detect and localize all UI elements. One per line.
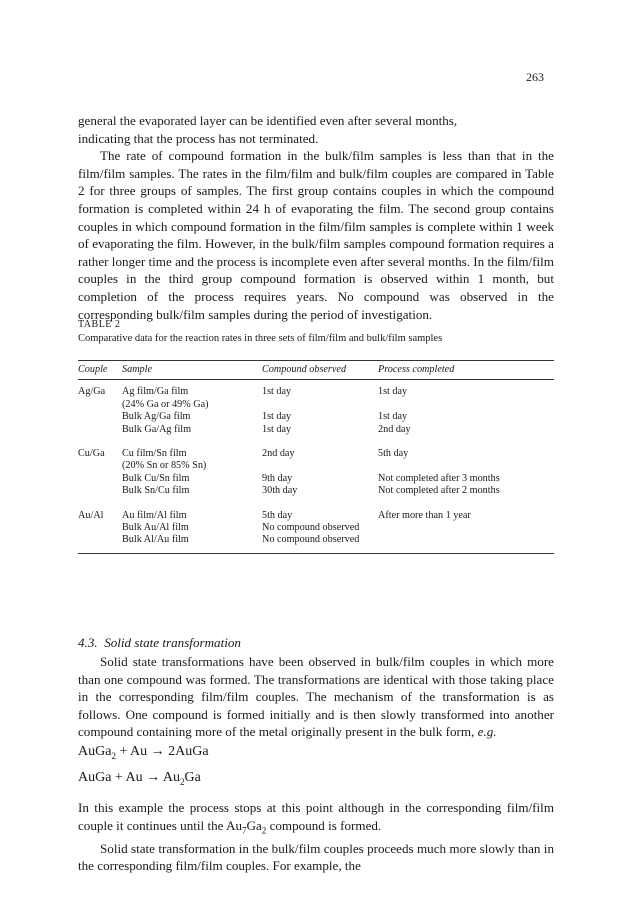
- cell-couple: Ag/Ga: [78, 386, 106, 398]
- paragraph-rates: The rate of compound formation in the bulk/film samples is less than that in the film/film samples. The rates in the film/film and bulk/film couples are compared in Table 2 for three groups of samples. The first group contains couples in which the compound formation is completed within 24 h of evaporating the film. The second group contains couples in which compound formation in the film/film samples is complete within 1 week of evaporating the film. However, in the bulk/film samples compound formation requires a rather longer time and the process is incomplete even after several months. In the film/film couples in the third group compound formation is observed within 1 month, but completion of the process requires years. No compound was observed in the corresponding bulk/film samples during the period of investigation.: [78, 148, 554, 322]
- equation-2: [78, 770, 201, 787]
- equation-term: Ga: [184, 770, 201, 785]
- cell-sample: Au film/Al film: [122, 509, 187, 521]
- cell-sample: Bulk Al/Au film: [122, 534, 189, 546]
- page-number: 263: [526, 70, 544, 84]
- cell-couple: [78, 411, 122, 423]
- text-span: Ga: [246, 817, 262, 833]
- cell-sample: Bulk Ag/Ga film: [122, 411, 191, 423]
- paragraph-transformation: [78, 653, 554, 741]
- section-heading: [78, 635, 241, 651]
- cell-completed: [378, 460, 554, 472]
- text-subscript: 7: [242, 825, 247, 836]
- table-row: [78, 510, 554, 522]
- table-row: [78, 460, 554, 472]
- cell-compound: 9th day: [262, 472, 293, 484]
- cell-compound: [262, 399, 378, 411]
- cell-couple: [78, 522, 122, 534]
- cell-sample: Bulk Sn/Cu film: [122, 485, 190, 497]
- cell-couple: Cu/Ga: [78, 448, 105, 460]
- cell-couple: [78, 424, 122, 436]
- text-subscript: 2: [261, 825, 267, 836]
- cell-compound: 30th day: [262, 485, 298, 497]
- cell-completed: 1st day: [378, 386, 408, 398]
- cell-couple: Au/Al: [78, 509, 104, 521]
- cell-sample: Bulk Ga/Ag film: [122, 423, 192, 435]
- cell-couple: [78, 460, 122, 472]
- paragraph-continuation: [78, 112, 554, 323]
- paragraph-text: Solid state transformations have been observed in bulk/film couples in which more than one compound was formed. The transformations are identical with those taking place in the corresponding film/film couples. The mechanism of the transformation is as follows. One compound is formed initially and is then slowly transformed into another compound containing more of the metal originally present in the bulk form,: [78, 654, 554, 740]
- section-title: Solid state transformation: [104, 635, 241, 650]
- table-row: [78, 522, 554, 534]
- table-row: [78, 380, 554, 399]
- cell-couple: [78, 485, 122, 497]
- equation-term: + Au → 2AuGa: [115, 744, 209, 759]
- header-process-completed: Process completed: [378, 361, 554, 380]
- table-row: [78, 448, 554, 460]
- cell-sample: Bulk Au/Al film: [122, 522, 189, 534]
- cell-completed: [378, 399, 554, 411]
- cell-completed: 2nd day: [378, 423, 411, 435]
- equation-1: [78, 744, 209, 761]
- cell-sample: Cu film/Sn film: [122, 448, 187, 460]
- table-row: [78, 534, 554, 553]
- cell-compound: 1st day: [262, 423, 292, 435]
- cell-sample: (24% Ga or 49% Ga): [122, 398, 209, 410]
- cell-couple: [78, 399, 122, 411]
- cell-compound: 1st day: [262, 386, 292, 398]
- cell-couple: [78, 473, 122, 485]
- paragraph-text: Solid state transformation in the bulk/film couples proceeds much more slowly than in the corresponding film/film couples. For example, the: [78, 840, 554, 874]
- cell-completed: [378, 522, 554, 534]
- cell-completed: Not completed after 2 months: [378, 485, 500, 497]
- table-caption: Comparative data for the reaction rates in three sets of film/film and bulk/film samples: [78, 333, 443, 344]
- table-row: [78, 424, 554, 436]
- paragraph-mechanism: [78, 653, 554, 741]
- header-sample: Sample: [122, 361, 262, 380]
- cell-completed: 1st day: [378, 411, 408, 423]
- equation-term: AuGa + Au → Au: [78, 770, 181, 785]
- table-row: [78, 411, 554, 423]
- text-span: compound is formed.: [266, 817, 382, 833]
- cell-completed: [378, 534, 554, 553]
- table-header-row: [78, 361, 554, 380]
- cell-compound: 5th day: [262, 509, 293, 521]
- table-caption-block: [78, 318, 554, 346]
- paragraph-line: indicating that the process has not terminated.: [78, 130, 319, 146]
- header-couple: Couple: [78, 361, 122, 380]
- equation-term: AuGa: [78, 744, 112, 759]
- cell-completed: Not completed after 3 months: [378, 472, 500, 484]
- table-row: [78, 399, 554, 411]
- table-label: TABLE 2: [78, 319, 121, 330]
- equation-subscript: 2: [111, 750, 116, 761]
- cell-compound: No compound observed: [262, 522, 360, 534]
- table-row: [78, 485, 554, 497]
- cell-sample: (20% Sn or 85% Sn): [122, 460, 207, 472]
- group-separator: [78, 436, 554, 448]
- cell-sample: Ag film/Ga film: [122, 386, 189, 398]
- paragraph-text: [78, 799, 554, 840]
- paragraph-line: general the evaporated layer can be identified even after several months,: [78, 113, 458, 128]
- paragraph-eg: e.g.: [477, 724, 497, 740]
- cell-completed: After more than 1 year: [378, 509, 471, 521]
- cell-compound: [262, 460, 378, 472]
- table-row: [78, 473, 554, 485]
- text-span: In this example the process stops at this point although in the corresponding film/film couple it continues until the Au: [78, 800, 554, 833]
- cell-couple: [78, 534, 122, 553]
- equation-subscript: 2: [180, 776, 185, 787]
- comparative-data-table: [78, 360, 554, 554]
- cell-compound: No compound observed: [262, 534, 360, 546]
- cell-completed: 5th day: [378, 448, 409, 460]
- paragraph-example: [78, 799, 554, 875]
- header-compound-observed: Compound observed: [262, 361, 378, 380]
- cell-sample: Bulk Cu/Sn film: [122, 472, 190, 484]
- cell-compound: 2nd day: [262, 448, 295, 460]
- section-number: 4.3.: [78, 635, 98, 650]
- group-separator: [78, 498, 554, 510]
- cell-compound: 1st day: [262, 411, 292, 423]
